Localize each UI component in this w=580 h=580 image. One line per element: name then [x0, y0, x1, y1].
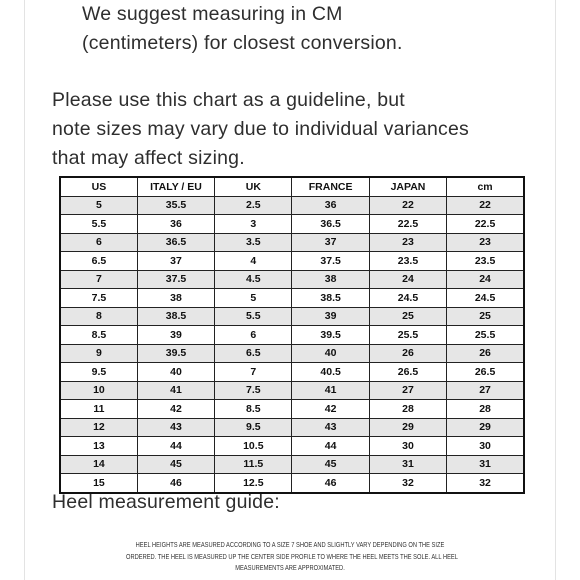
table-cell: 11	[60, 400, 137, 419]
table-cell: 40	[137, 363, 214, 382]
table-row	[60, 455, 524, 474]
table-cell: 43	[292, 418, 369, 437]
table-cell: 11.5	[215, 455, 292, 474]
table-cell: 43	[137, 418, 214, 437]
table-row	[60, 307, 524, 326]
guideline-line: that may affect sizing.	[52, 147, 245, 169]
table-cell: 9.5	[215, 418, 292, 437]
table-row	[60, 196, 524, 215]
table-cell: 26	[369, 344, 446, 363]
table-row	[60, 233, 524, 252]
table-cell: 39.5	[292, 326, 369, 345]
column-header: FRANCE	[292, 177, 369, 196]
table-cell: 25	[369, 307, 446, 326]
table-cell: 44	[137, 437, 214, 456]
table-cell: 24.5	[447, 289, 524, 308]
table-cell: 35.5	[137, 196, 214, 215]
column-header: cm	[447, 177, 524, 196]
table-cell: 30	[369, 437, 446, 456]
table-cell: 24.5	[369, 289, 446, 308]
table-cell: 37.5	[292, 252, 369, 271]
table-cell: 38.5	[137, 307, 214, 326]
size-chart-image	[56, 173, 528, 489]
table-cell: 15	[60, 474, 137, 493]
table-cell: 42	[137, 400, 214, 419]
page-frame-left-border	[24, 0, 25, 580]
table-cell: 27	[369, 381, 446, 400]
table-cell: 37	[292, 233, 369, 252]
table-cell: 36	[137, 215, 214, 234]
table-cell: 8.5	[215, 400, 292, 419]
table-cell: 10.5	[215, 437, 292, 456]
table-cell: 41	[292, 381, 369, 400]
table-cell: 46	[292, 474, 369, 493]
table-cell: 46	[137, 474, 214, 493]
table-cell: 25.5	[369, 326, 446, 345]
table-cell: 23	[447, 233, 524, 252]
table-cell: 28	[447, 400, 524, 419]
table-cell: 40.5	[292, 363, 369, 382]
table-cell: 6.5	[60, 252, 137, 271]
table-cell: 37	[137, 252, 214, 271]
table-cell: 29	[369, 418, 446, 437]
table-cell: 22	[369, 196, 446, 215]
table-row	[60, 252, 524, 271]
table-cell: 26	[447, 344, 524, 363]
table-cell: 27	[447, 381, 524, 400]
table-row	[60, 215, 524, 234]
table-cell: 12.5	[215, 474, 292, 493]
table-cell: 44	[292, 437, 369, 456]
table-cell: 39.5	[137, 344, 214, 363]
guideline-line: Please use this chart as a guideline, but	[52, 89, 405, 111]
heel-note-line: HEEL HEIGHTS ARE MEASURED ACCORDING TO A SIZE 7 SHOE AND SLIGHTLY VARY DEPENDING ON THE SIZE	[135, 542, 445, 549]
table-cell: 39	[292, 307, 369, 326]
column-header: JAPAN	[369, 177, 446, 196]
table-cell: 22.5	[369, 215, 446, 234]
table-header-row	[60, 177, 524, 196]
heel-guide-title: Heel measurement guide:	[52, 491, 280, 513]
table-cell: 7	[215, 363, 292, 382]
column-header: US	[60, 177, 137, 196]
table-cell: 9.5	[60, 363, 137, 382]
table-cell: 36	[292, 196, 369, 215]
table-cell: 29	[447, 418, 524, 437]
table-cell: 5.5	[60, 215, 137, 234]
table-cell: 2.5	[215, 196, 292, 215]
table-cell: 23	[369, 233, 446, 252]
measurement-suggestion	[82, 0, 403, 58]
table-cell: 13	[60, 437, 137, 456]
table-row	[60, 289, 524, 308]
table-cell: 6	[60, 233, 137, 252]
table-cell: 38	[137, 289, 214, 308]
table-cell: 5.5	[215, 307, 292, 326]
table-cell: 26.5	[369, 363, 446, 382]
column-header: UK	[215, 177, 292, 196]
table-cell: 25.5	[447, 326, 524, 345]
table-row	[60, 270, 524, 289]
table-cell: 31	[447, 455, 524, 474]
table-cell: 7.5	[215, 381, 292, 400]
table-cell: 37.5	[137, 270, 214, 289]
table-cell: 40	[292, 344, 369, 363]
table-row	[60, 437, 524, 456]
table-cell: 9	[60, 344, 137, 363]
table-cell: 7	[60, 270, 137, 289]
table-cell: 30	[447, 437, 524, 456]
table-row	[60, 418, 524, 437]
table-cell: 28	[369, 400, 446, 419]
table-cell: 10	[60, 381, 137, 400]
table-cell: 4	[215, 252, 292, 271]
column-header: ITALY / EU	[137, 177, 214, 196]
table-body	[60, 196, 524, 493]
table-row	[60, 363, 524, 382]
table-cell: 38.5	[292, 289, 369, 308]
size-conversion-table	[59, 176, 525, 494]
table-cell: 32	[369, 474, 446, 493]
table-cell: 3.5	[215, 233, 292, 252]
table-cell: 39	[137, 326, 214, 345]
table-cell: 22	[447, 196, 524, 215]
table-cell: 32	[447, 474, 524, 493]
heel-note-line: MEASUREMENTS ARE APPROXIMATED.	[235, 565, 345, 572]
page-frame-right-border	[555, 0, 556, 580]
table-cell: 8.5	[60, 326, 137, 345]
table-cell: 6.5	[215, 344, 292, 363]
table-cell: 22.5	[447, 215, 524, 234]
table-row	[60, 400, 524, 419]
table-cell: 23.5	[369, 252, 446, 271]
table-row	[60, 381, 524, 400]
table-cell: 5	[215, 289, 292, 308]
heel-note-line: ORDERED. THE HEEL IS MEASURED UP THE CENTER SIDE PROFILE TO WHERE THE HEEL MEETS THE SOLE. ALL HEEL	[126, 553, 458, 561]
table-cell: 4.5	[215, 270, 292, 289]
table-cell: 14	[60, 455, 137, 474]
table-cell: 41	[137, 381, 214, 400]
table-cell: 3	[215, 215, 292, 234]
table-cell: 5	[60, 196, 137, 215]
table-cell: 26.5	[447, 363, 524, 382]
table-cell: 12	[60, 418, 137, 437]
table-cell: 45	[137, 455, 214, 474]
intro-line: We suggest measuring in CM	[82, 3, 343, 25]
guideline-text	[52, 86, 469, 173]
table-cell: 42	[292, 400, 369, 419]
table-row	[60, 344, 524, 363]
table-cell: 23.5	[447, 252, 524, 271]
table-cell: 8	[60, 307, 137, 326]
table-cell: 31	[369, 455, 446, 474]
table-cell: 45	[292, 455, 369, 474]
heel-measurement-note	[126, 540, 458, 575]
table-cell: 6	[215, 326, 292, 345]
table-cell: 24	[369, 270, 446, 289]
table-cell: 24	[447, 270, 524, 289]
table-cell: 36.5	[137, 233, 214, 252]
table-cell: 7.5	[60, 289, 137, 308]
guideline-line: note sizes may vary due to individual variances	[52, 118, 469, 140]
table-cell: 25	[447, 307, 524, 326]
table-cell: 36.5	[292, 215, 369, 234]
intro-line: (centimeters) for closest conversion.	[82, 32, 403, 54]
table-cell: 38	[292, 270, 369, 289]
table-row	[60, 326, 524, 345]
